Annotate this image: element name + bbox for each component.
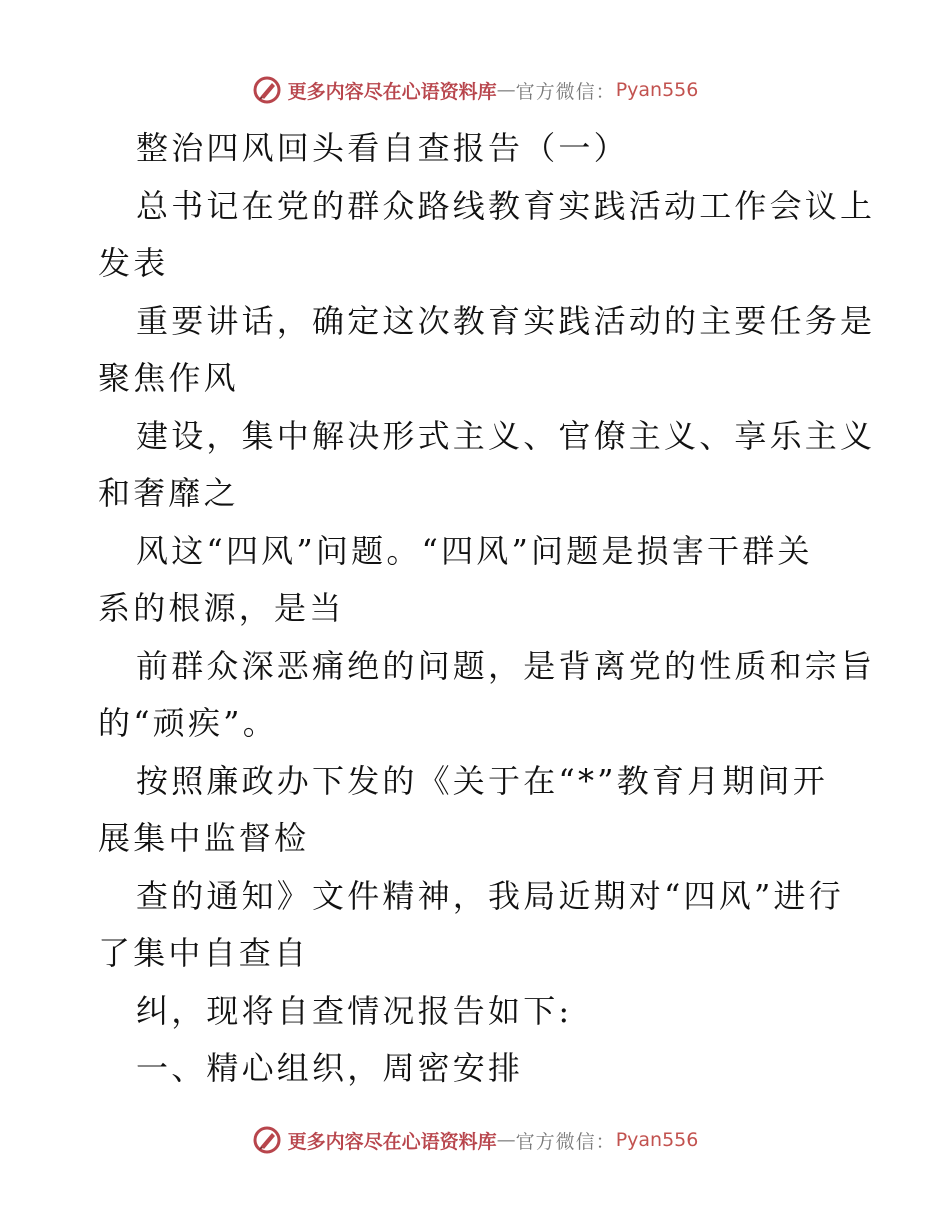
footer-watermark-banner: [0, 1120, 950, 1160]
banner-brand-text: 更多内容尽在心语资料库: [287, 80, 497, 103]
body-line: 风这“四风”问题。“四风”问题是损害干群关: [136, 531, 813, 570]
body-line: 查的通知》文件精神，我局近期对“四风”进行: [136, 876, 844, 915]
body-line: 聚焦作风: [98, 359, 239, 397]
pen-logo-icon: [252, 75, 282, 105]
body-line: 前群众深恶痛绝的问题，是背离党的性质和宗旨: [136, 646, 876, 685]
banner-wechat-id: Pyan556: [615, 1129, 699, 1151]
banner-separator: —: [496, 1129, 516, 1151]
body-line: 了集中自查自: [98, 934, 310, 972]
body-line: 重要讲话，确定这次教育实践活动的主要任务是: [136, 301, 876, 340]
body-line: 总书记在党的群众路线教育实践活动工作会议上: [136, 186, 876, 225]
banner-official-label: 官方微信：: [515, 80, 616, 103]
banner-wechat-id: Pyan556: [615, 79, 699, 101]
banner-official-label: 官方微信：: [515, 1130, 616, 1153]
body-line: 按照廉政办下发的《关于在“*”教育月期间开: [136, 761, 828, 800]
body-line: 纠，现将自查情况报告如下:: [136, 991, 573, 1030]
banner-separator: —: [496, 79, 516, 101]
pen-logo-icon: [252, 1125, 282, 1155]
body-line: 和奢靡之: [98, 474, 239, 512]
header-watermark-banner: [0, 70, 950, 110]
body-line: 发表: [98, 244, 169, 282]
document-title: 整治四风回头看自查报告（一）: [136, 129, 629, 167]
body-line: 的“顽疾”。: [98, 704, 278, 742]
section-heading: 一、精心组织，周密安排: [136, 1049, 524, 1087]
body-line: 系的根源，是当: [98, 589, 345, 627]
body-line: 建设，集中解决形式主义、官僚主义、享乐主义: [136, 416, 876, 455]
document-body: [98, 120, 876, 1098]
body-line: 展集中监督检: [98, 819, 310, 857]
banner-brand-text: 更多内容尽在心语资料库: [287, 1130, 497, 1153]
